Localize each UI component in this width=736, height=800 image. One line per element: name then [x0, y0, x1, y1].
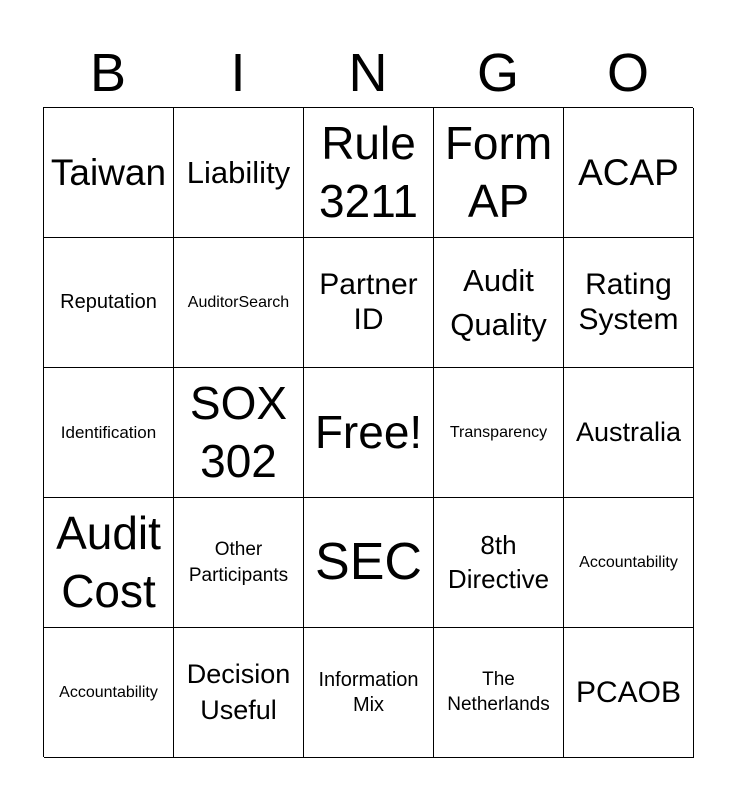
bingo-cell[interactable] [174, 628, 304, 758]
bingo-cell[interactable] [304, 238, 434, 368]
bingo-cell[interactable] [44, 238, 174, 368]
cell-label: Free! [314, 406, 423, 459]
bingo-cell[interactable] [434, 108, 564, 238]
cell-label: Accountability [59, 683, 158, 701]
cell-label: Australia [575, 417, 682, 448]
bingo-cell[interactable] [174, 368, 304, 498]
bingo-cell[interactable] [564, 238, 694, 368]
header-letter-o: O [606, 43, 649, 103]
bingo-cell[interactable] [44, 368, 174, 498]
bingo-cell[interactable] [174, 108, 304, 238]
bingo-cell[interactable] [564, 368, 694, 498]
cell-label: Identification [60, 422, 157, 442]
bingo-cell[interactable] [434, 628, 564, 758]
bingo-cell[interactable] [304, 628, 434, 758]
bingo-cell[interactable] [434, 368, 564, 498]
bingo-cell[interactable] [434, 498, 564, 628]
cell-label: Rating System [578, 268, 679, 336]
cell-label: Transparency [449, 423, 548, 441]
bingo-cell[interactable] [304, 108, 434, 238]
bingo-cell[interactable] [44, 108, 174, 238]
bingo-header [43, 40, 693, 106]
cell-label: Audit Cost [56, 507, 161, 617]
header-letter-b: B [89, 43, 127, 103]
cell-label: PCAOB [575, 675, 682, 709]
bingo-cell[interactable] [44, 628, 174, 758]
cell-label: Information Mix [318, 668, 419, 716]
cell-label: Other Participants [188, 538, 289, 586]
cell-label: Audit Quality [450, 263, 547, 342]
cell-label: Partner ID [319, 268, 418, 336]
cell-label: Decision Useful [186, 659, 291, 725]
bingo-cell[interactable] [564, 628, 694, 758]
cell-label: Reputation [60, 291, 157, 314]
cell-label: Form AP [444, 117, 553, 227]
bingo-cell[interactable] [434, 238, 564, 368]
cell-label: Taiwan [50, 151, 167, 193]
cell-label: AuditorSearch [187, 293, 290, 311]
header-letter-i: I [230, 43, 246, 103]
header-letter-g: G [476, 43, 519, 103]
cell-label: SEC [315, 532, 422, 591]
bingo-cell[interactable] [174, 498, 304, 628]
bingo-board [43, 107, 693, 757]
header-letter-n: N [348, 43, 388, 103]
cell-label: Liability [186, 154, 291, 190]
cell-label: SOX 302 [189, 377, 288, 487]
bingo-cell[interactable] [44, 498, 174, 628]
bingo-cell[interactable] [564, 108, 694, 238]
cell-label: 8th Directive [447, 529, 550, 594]
bingo-cell[interactable] [564, 498, 694, 628]
bingo-cell[interactable] [174, 238, 304, 368]
bingo-cell free-space[interactable] [304, 368, 434, 498]
cell-label: ACAP [578, 151, 679, 193]
cell-label: Accountability [579, 553, 678, 571]
cell-label: The Netherlands [447, 668, 550, 715]
cell-label: Rule 3211 [319, 117, 418, 227]
bingo-cell[interactable] [304, 498, 434, 628]
